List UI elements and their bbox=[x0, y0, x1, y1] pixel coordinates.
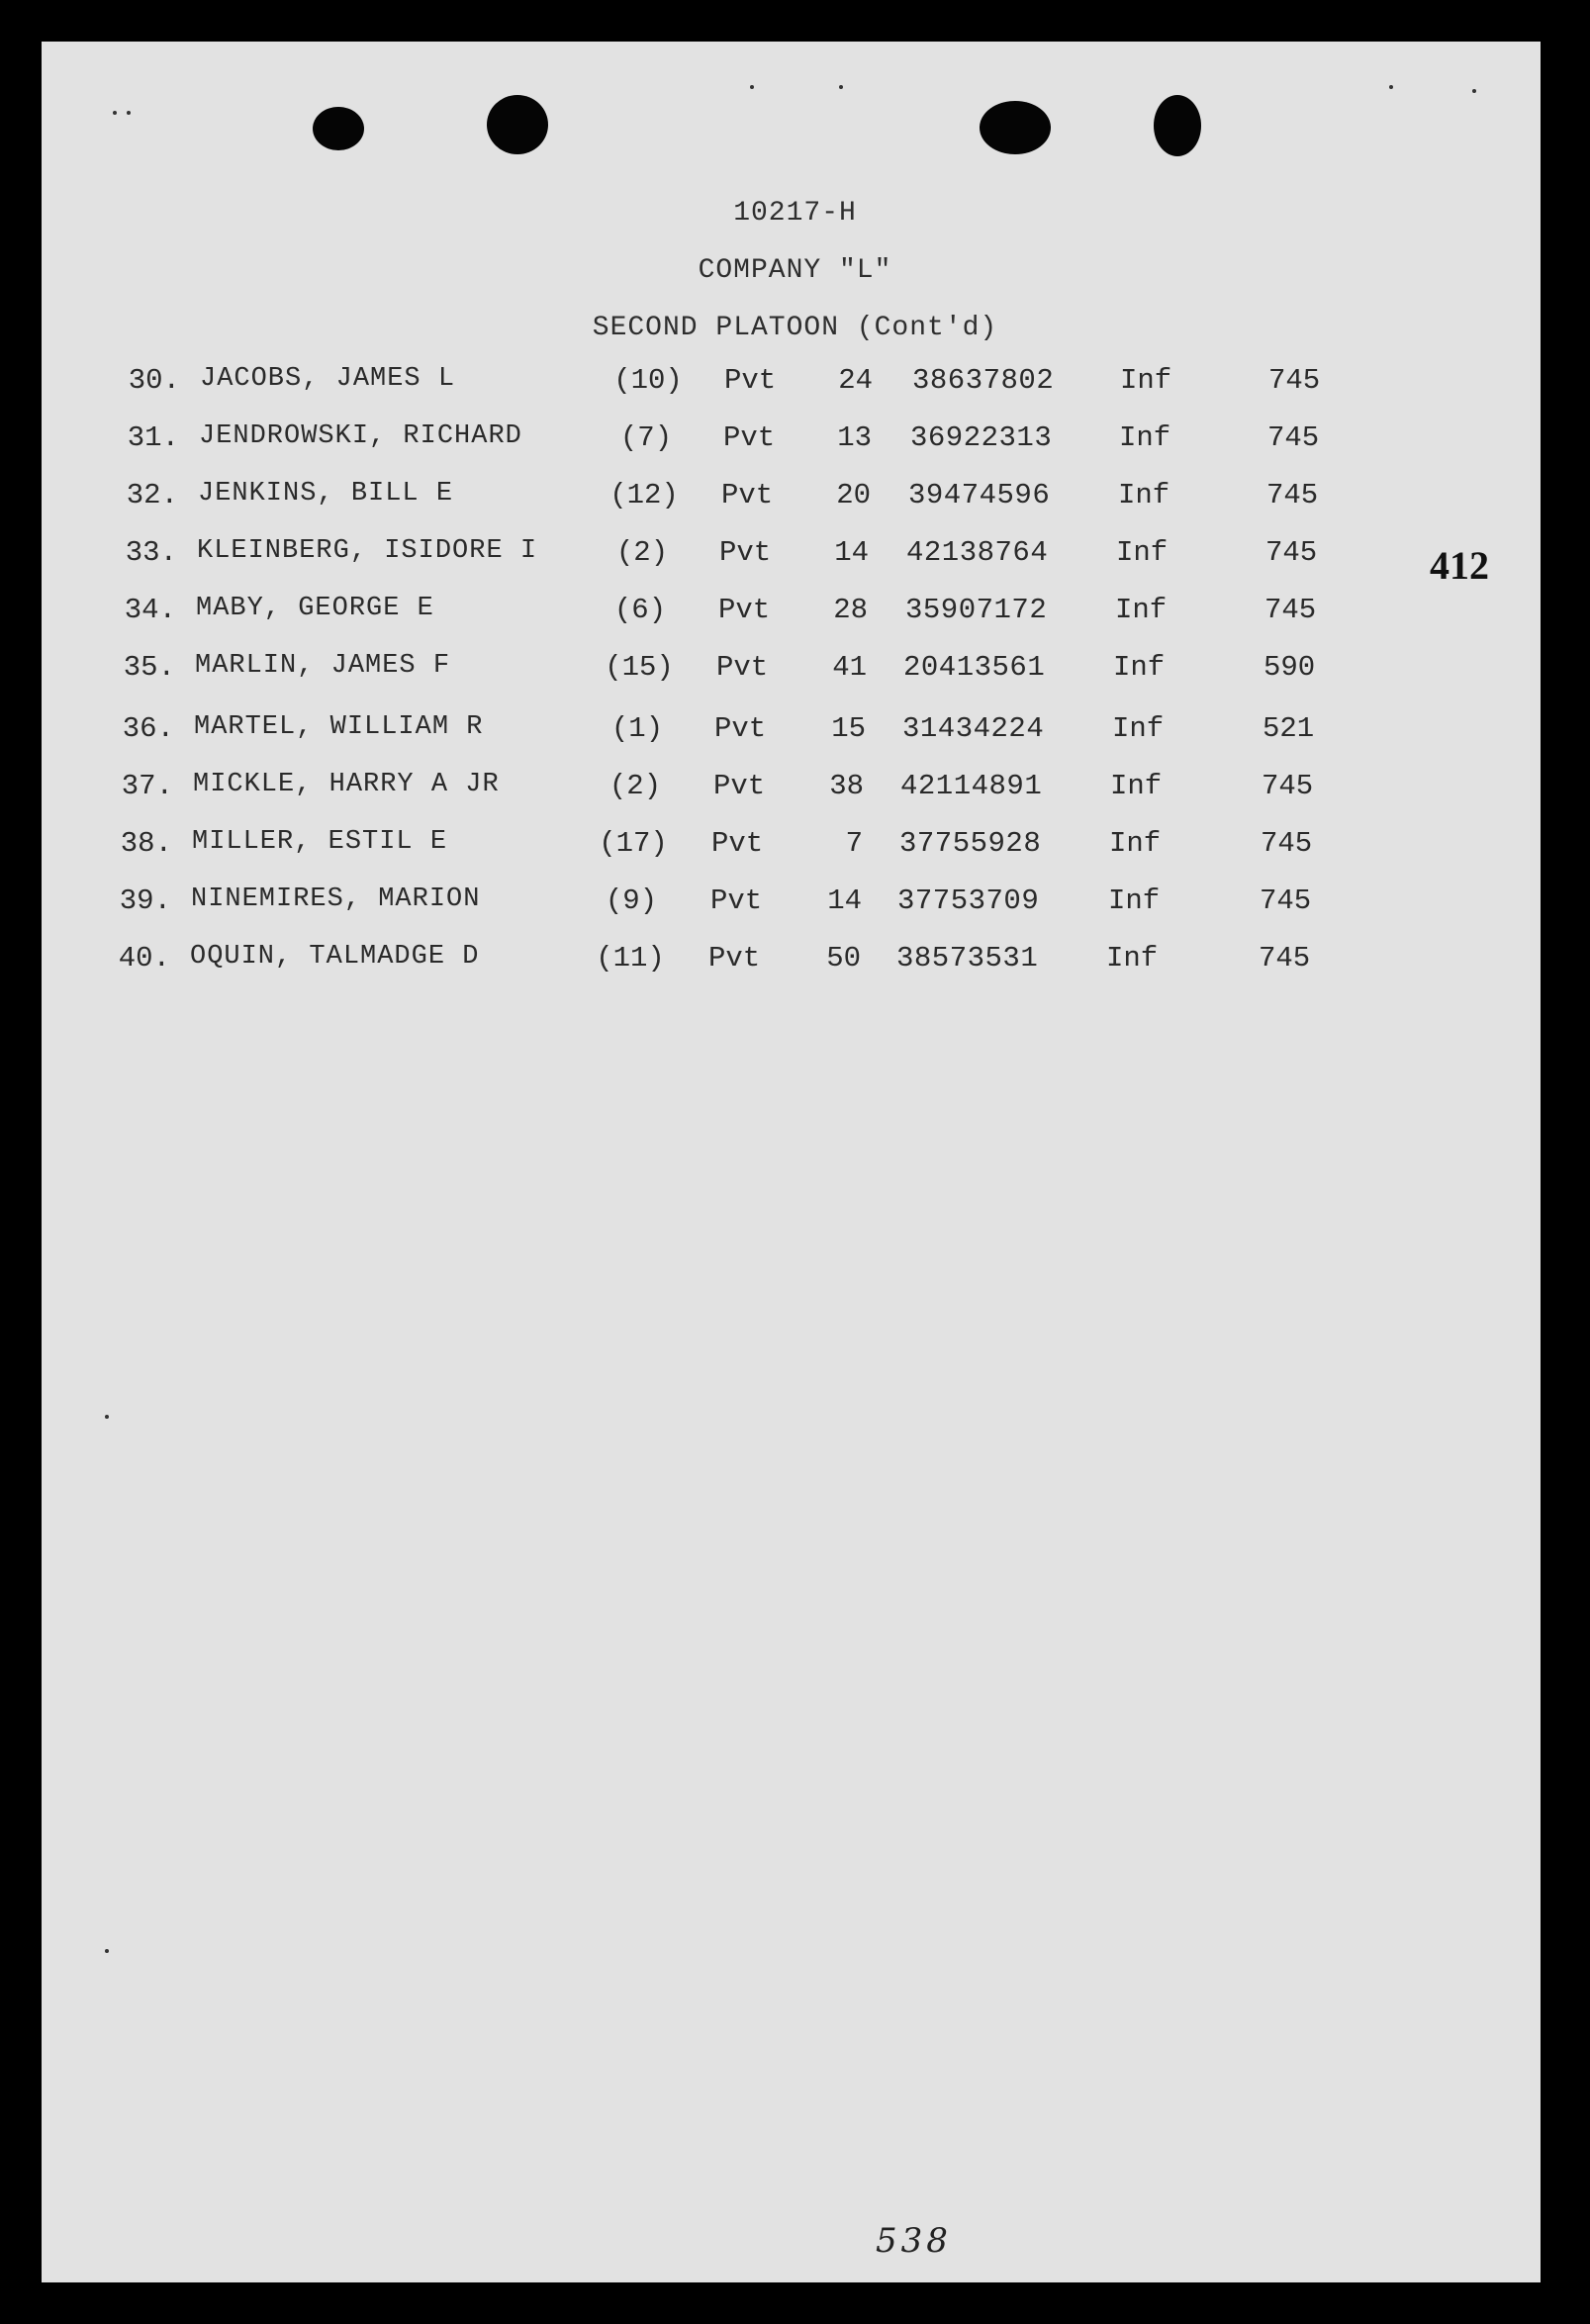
group-number: (15) bbox=[605, 651, 674, 684]
age-value: 28 bbox=[833, 594, 868, 626]
paper-speck bbox=[839, 85, 843, 89]
arm-of-service: Inf bbox=[1115, 594, 1168, 626]
row-number: 31. bbox=[127, 421, 179, 454]
margin-number: 412 bbox=[1430, 543, 1489, 588]
rank: Pvt bbox=[724, 364, 777, 397]
occupation-code: 590 bbox=[1263, 651, 1316, 684]
arm-of-service: Inf bbox=[1106, 942, 1159, 975]
age-value: 13 bbox=[837, 421, 872, 454]
soldier-name: JACOBS, JAMES L bbox=[200, 364, 456, 394]
row-number: 39. bbox=[119, 884, 171, 917]
group-number: (7) bbox=[619, 421, 673, 454]
soldier-name: NINEMIRES, MARION bbox=[191, 884, 481, 914]
punch-hole bbox=[313, 107, 364, 150]
occupation-code: 745 bbox=[1264, 594, 1317, 626]
age-value: 50 bbox=[826, 942, 861, 975]
paper-speck bbox=[113, 111, 117, 115]
age-value: 20 bbox=[836, 479, 871, 511]
rank: Pvt bbox=[719, 536, 772, 569]
occupation-code: 745 bbox=[1259, 942, 1311, 975]
occupation-code: 745 bbox=[1261, 827, 1313, 860]
group-number: (1) bbox=[610, 712, 664, 745]
row-number: 32. bbox=[126, 479, 178, 511]
soldier-name: MARTEL, WILLIAM R bbox=[194, 712, 484, 742]
roster-row bbox=[0, 536, 1590, 576]
occupation-code: 745 bbox=[1262, 770, 1314, 802]
paper-speck bbox=[1389, 85, 1393, 89]
roster-row bbox=[0, 421, 1590, 461]
paper-speck bbox=[127, 111, 131, 115]
document-number: 10217-H bbox=[733, 198, 857, 229]
occupation-code: 745 bbox=[1267, 421, 1320, 454]
group-number: (12) bbox=[609, 479, 679, 511]
age-value: 24 bbox=[838, 364, 873, 397]
occupation-code: 521 bbox=[1263, 712, 1315, 745]
serial-number: 37753709 bbox=[897, 884, 1040, 917]
soldier-name: MARLIN, JAMES F bbox=[195, 651, 451, 681]
arm-of-service: Inf bbox=[1112, 712, 1165, 745]
soldier-name: OQUIN, TALMADGE D bbox=[190, 942, 480, 972]
roster-row bbox=[0, 827, 1590, 867]
punch-hole bbox=[1154, 95, 1201, 156]
group-number: (11) bbox=[596, 942, 665, 975]
row-number: 37. bbox=[121, 770, 173, 802]
row-number: 34. bbox=[124, 594, 176, 626]
roster-row bbox=[0, 770, 1590, 809]
age-value: 41 bbox=[832, 651, 867, 684]
serial-number: 38637802 bbox=[912, 364, 1055, 397]
rank: Pvt bbox=[710, 884, 763, 917]
punch-hole bbox=[487, 95, 548, 154]
occupation-code: 745 bbox=[1265, 536, 1318, 569]
soldier-name: MICKLE, HARRY A JR bbox=[193, 770, 500, 799]
group-number: (2) bbox=[608, 770, 662, 802]
soldier-name: KLEINBERG, ISIDORE I bbox=[197, 536, 538, 566]
age-value: 14 bbox=[834, 536, 869, 569]
arm-of-service: Inf bbox=[1120, 364, 1172, 397]
arm-of-service: Inf bbox=[1110, 770, 1163, 802]
roster-row bbox=[0, 479, 1590, 518]
group-number: (10) bbox=[613, 364, 683, 397]
serial-number: 36922313 bbox=[910, 421, 1053, 454]
roster-row bbox=[0, 364, 1590, 404]
arm-of-service: Inf bbox=[1116, 536, 1169, 569]
company-heading: COMPANY "L" bbox=[698, 255, 892, 286]
soldier-name: JENKINS, BILL E bbox=[198, 479, 454, 509]
paper-speck bbox=[105, 1949, 109, 1953]
age-value: 38 bbox=[829, 770, 864, 802]
row-number: 38. bbox=[120, 827, 172, 860]
soldier-name: MILLER, ESTIL E bbox=[192, 827, 448, 857]
occupation-code: 745 bbox=[1266, 479, 1319, 511]
arm-of-service: Inf bbox=[1113, 651, 1166, 684]
soldier-name: MABY, GEORGE E bbox=[196, 594, 434, 623]
paper-speck bbox=[750, 85, 754, 89]
rank: Pvt bbox=[713, 770, 766, 802]
platoon-heading: SECOND PLATOON (Cont'd) bbox=[592, 313, 998, 343]
serial-number: 42138764 bbox=[906, 536, 1049, 569]
paper-speck bbox=[105, 1415, 109, 1419]
row-number: 35. bbox=[123, 651, 175, 684]
row-number: 30. bbox=[128, 364, 180, 397]
rank: Pvt bbox=[708, 942, 761, 975]
age-value: 14 bbox=[827, 884, 862, 917]
row-number: 33. bbox=[125, 536, 177, 569]
group-number: (17) bbox=[599, 827, 668, 860]
serial-number: 35907172 bbox=[905, 594, 1048, 626]
group-number: (2) bbox=[615, 536, 669, 569]
page-number: 538 bbox=[876, 2221, 952, 2261]
serial-number: 37755928 bbox=[899, 827, 1042, 860]
serial-number: 42114891 bbox=[900, 770, 1043, 802]
row-number: 36. bbox=[122, 712, 174, 745]
soldier-name: JENDROWSKI, RICHARD bbox=[199, 421, 522, 451]
group-number: (9) bbox=[605, 884, 658, 917]
rank: Pvt bbox=[714, 712, 767, 745]
rank: Pvt bbox=[723, 421, 776, 454]
serial-number: 39474596 bbox=[908, 479, 1051, 511]
roster-row bbox=[0, 651, 1590, 691]
punch-hole bbox=[980, 101, 1051, 154]
arm-of-service: Inf bbox=[1109, 827, 1162, 860]
occupation-code: 745 bbox=[1260, 884, 1312, 917]
age-value: 15 bbox=[831, 712, 866, 745]
arm-of-service: Inf bbox=[1108, 884, 1161, 917]
roster-row bbox=[0, 594, 1590, 633]
rank: Pvt bbox=[718, 594, 771, 626]
rank: Pvt bbox=[721, 479, 774, 511]
paper-speck bbox=[1472, 89, 1476, 93]
row-number: 40. bbox=[118, 942, 170, 975]
roster-row bbox=[0, 942, 1590, 981]
serial-number: 20413561 bbox=[903, 651, 1046, 684]
group-number: (6) bbox=[613, 594, 667, 626]
rank: Pvt bbox=[711, 827, 764, 860]
age-value: 7 bbox=[845, 827, 863, 860]
arm-of-service: Inf bbox=[1119, 421, 1171, 454]
serial-number: 38573531 bbox=[896, 942, 1039, 975]
occupation-code: 745 bbox=[1268, 364, 1321, 397]
rank: Pvt bbox=[716, 651, 769, 684]
serial-number: 31434224 bbox=[902, 712, 1045, 745]
arm-of-service: Inf bbox=[1118, 479, 1170, 511]
roster-row bbox=[0, 712, 1590, 752]
roster-row bbox=[0, 884, 1590, 924]
